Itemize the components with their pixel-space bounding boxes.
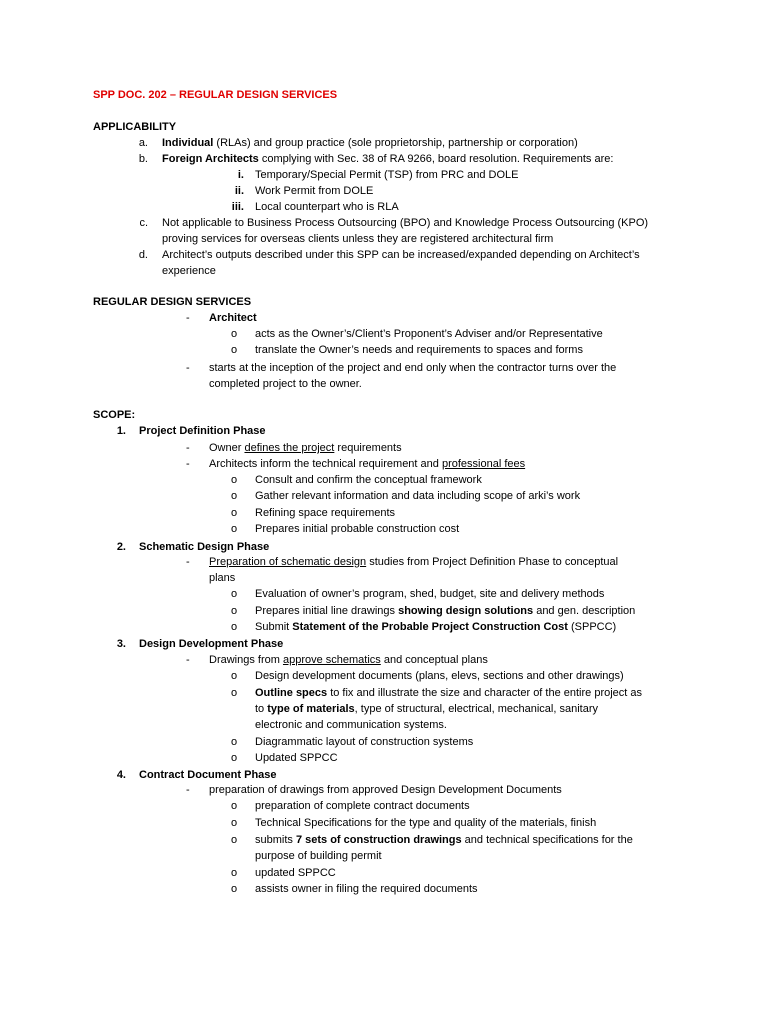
- list-item: Preparation of schematic design studies from Project Definition Phase to conceptual: [209, 556, 619, 568]
- bullet-marker: o: [231, 344, 238, 356]
- list-marker: a.: [138, 137, 148, 149]
- list-item: Gather relevant information and data including scope of arki’s work: [255, 490, 581, 502]
- list-marker: b.: [138, 153, 148, 165]
- list-item: Updated SPPCC: [255, 752, 338, 764]
- phase-number: 1.: [116, 425, 126, 437]
- document-title: SPP DOC. 202 – REGULAR DESIGN SERVICES: [93, 89, 338, 101]
- list-item: Owner defines the project requirements: [209, 442, 402, 454]
- list-marker: c.: [139, 217, 148, 229]
- list-item: Architects inform the technical requirement and professional fees: [209, 458, 526, 470]
- list-item: Consult and confirm the conceptual framework: [255, 474, 482, 486]
- applicability-item-c: Not applicable to Business Process Outsourcing (BPO) and Knowledge Process Outsourcing (KPO): [162, 217, 649, 229]
- bullet-marker: o: [231, 800, 238, 812]
- regular-heading: REGULAR DESIGN SERVICES: [93, 296, 252, 308]
- bullet-marker: o: [231, 474, 238, 486]
- bullet-marker: o: [231, 507, 238, 519]
- list-item: Outline specs to fix and illustrate the size and character of the entire project as: [255, 687, 643, 699]
- list-item: updated SPPCC: [255, 867, 336, 879]
- dash-marker: -: [186, 442, 190, 454]
- architect-label: Architect: [209, 312, 257, 324]
- list-item: preparation of drawings from approved Design Development Documents: [209, 784, 562, 796]
- bullet-marker: o: [231, 736, 238, 748]
- list-item: Temporary/Special Permit (TSP) from PRC and DOLE: [255, 169, 519, 181]
- list-item: Technical Specifications for the type and quality of the materials, finish: [255, 817, 597, 829]
- list-item-cont: purpose of building permit: [255, 850, 382, 862]
- bullet-marker: o: [231, 752, 238, 764]
- bullet-marker: o: [231, 817, 238, 829]
- list-item-cont: plans: [209, 572, 236, 584]
- bullet-marker: o: [231, 687, 238, 699]
- list-item-cont: electronic and communication systems.: [255, 719, 447, 731]
- applicability-item-c-cont: proving services for overseas clients unless they are registered architectural firm: [162, 233, 554, 245]
- list-marker: ii.: [234, 185, 244, 197]
- list-item: assists owner in filing the required documents: [255, 883, 478, 895]
- list-item: preparation of complete contract documents: [255, 800, 470, 812]
- bullet-marker: o: [231, 523, 238, 535]
- list-item: Local counterpart who is RLA: [255, 201, 399, 213]
- list-item: Submit Statement of the Probable Project Construction Cost (SPPCC): [255, 621, 617, 633]
- applicability-item-a: Individual (RLAs) and group practice (sole proprietorship, partnership or corporation): [162, 137, 578, 149]
- list-item: Work Permit from DOLE: [255, 185, 374, 197]
- list-item: Prepares initial line drawings showing design solutions and gen. description: [255, 605, 636, 617]
- phase-title: Schematic Design Phase: [139, 541, 270, 553]
- list-item: Prepares initial probable construction cost: [255, 523, 460, 535]
- dash-marker: -: [186, 556, 190, 568]
- bullet-marker: o: [231, 328, 238, 340]
- list-item: Refining space requirements: [255, 507, 396, 519]
- list-item-cont: to type of materials, type of structural, electrical, mechanical, sanitary: [255, 703, 598, 715]
- phase-number: 4.: [116, 769, 126, 781]
- list-marker: d.: [138, 249, 148, 261]
- phase-number: 2.: [116, 541, 126, 553]
- applicability-item-d: Architect’s outputs described under this SPP can be increased/expanded depending on Architect’s: [162, 249, 640, 261]
- bullet-marker: o: [231, 621, 238, 633]
- list-item: submits 7 sets of construction drawings and technical specifications for the: [255, 834, 633, 846]
- list-item: Drawings from approve schematics and conceptual plans: [209, 654, 488, 666]
- bullet-marker: o: [231, 670, 238, 682]
- bullet-marker: o: [231, 490, 238, 502]
- scope-heading: SCOPE:: [93, 409, 136, 421]
- bullet-marker: o: [231, 883, 238, 895]
- applicability-item-d-cont: experience: [162, 265, 216, 277]
- bullet-marker: o: [231, 834, 238, 846]
- list-item: Diagrammatic layout of construction systems: [255, 736, 474, 748]
- phase-title: Contract Document Phase: [139, 769, 277, 781]
- dash-marker: -: [186, 784, 190, 796]
- list-item: starts at the inception of the project and end only when the contractor turns over the: [209, 362, 617, 374]
- list-marker: iii.: [231, 201, 244, 213]
- list-item: Evaluation of owner’s program, shed, budget, site and delivery methods: [255, 588, 605, 600]
- list-item: Design development documents (plans, elevs, sections and other drawings): [255, 670, 624, 682]
- list-item: translate the Owner’s needs and requirements to spaces and forms: [255, 344, 583, 356]
- dash-marker: -: [186, 654, 190, 666]
- dash-marker: -: [186, 362, 190, 374]
- applicability-item-b: Foreign Architects complying with Sec. 38 of RA 9266, board resolution. Requirements are:: [162, 153, 614, 165]
- phase-number: 3.: [116, 638, 126, 650]
- bullet-marker: o: [231, 605, 238, 617]
- phase-title: Project Definition Phase: [139, 425, 266, 437]
- list-item-cont: completed project to the owner.: [209, 378, 362, 390]
- bullet-marker: o: [231, 588, 238, 600]
- dash-marker: -: [186, 312, 190, 324]
- phase-title: Design Development Phase: [139, 638, 284, 650]
- list-marker: i.: [237, 169, 244, 181]
- dash-marker: -: [186, 458, 190, 470]
- applicability-heading: APPLICABILITY: [93, 121, 177, 133]
- list-item: acts as the Owner’s/Client’s Proponent’s Adviser and/or Representative: [255, 328, 603, 340]
- bullet-marker: o: [231, 867, 238, 879]
